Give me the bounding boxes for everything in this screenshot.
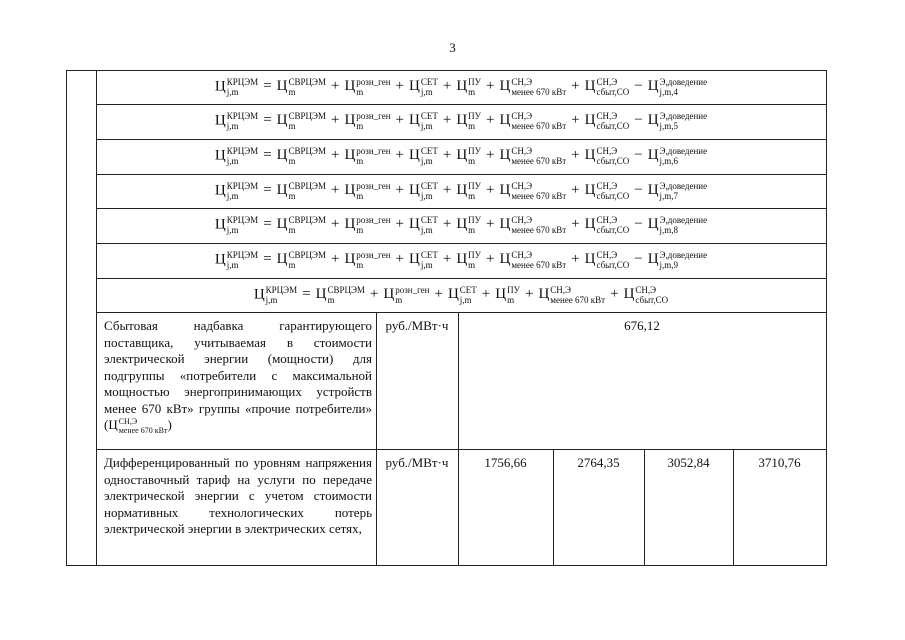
formula-term: Ц ПУ m — [495, 285, 520, 305]
formula-term: Ц розн_ген m — [344, 77, 391, 97]
formula-term: Ц СН,Э менее 670 кВт — [499, 77, 567, 97]
formula-term: Ц ПУ m — [456, 146, 482, 166]
page-number: 3 — [449, 40, 456, 55]
formula-term: Ц СН,Э сбыт,СО — [584, 215, 630, 235]
formula-term: Ц СЕТ j,m — [409, 215, 438, 235]
column-divider-value — [458, 312, 459, 566]
formula-term: Ц СН,Э сбыт,СО — [584, 250, 630, 270]
formula-term: Ц СЕТ j,m — [409, 146, 438, 166]
row-divider — [96, 139, 826, 140]
formula-term: Ц розн_ген m — [344, 111, 391, 131]
formula-term: Ц Э,доведение j,m,4 — [647, 77, 708, 97]
formula-term: Ц СН,Э сбыт,СО — [584, 146, 630, 166]
markup-unit: руб./МВт·ч — [385, 318, 449, 333]
formula-row: Ц КРЦЭМ j,m = Ц СВРЦЭМ m + Ц розн_ген m + Ц СЕТ j,m + Ц ПУ m + Ц СН,Э менее 670 кВт + Ц СН,Э сбыт,СО − Ц Э,доведение j,m,7 — [214, 181, 708, 201]
formula-term: Ц ПУ m — [456, 111, 482, 131]
formula-row: Ц КРЦЭМ j,m = Ц СВРЦЭМ m + Ц розн_ген m + Ц СЕТ j,m + Ц ПУ m + Ц СН,Э менее 670 кВт + Ц СН,Э сбыт,СО − Ц Э,доведение j,m,4 — [214, 77, 708, 97]
column-divider-unit — [376, 312, 377, 566]
row-divider — [96, 449, 826, 450]
row-divider — [96, 174, 826, 175]
row-divider — [96, 208, 826, 209]
tariff-value-sn1: 2764,35 — [577, 455, 620, 470]
formula-term: Ц СВРЦЭМ m — [276, 215, 326, 235]
formula-row: Ц КРЦЭМ j,m = Ц СВРЦЭМ m + Ц розн_ген m + Ц СЕТ j,m + Ц ПУ m + Ц СН,Э менее 670 кВт + Ц СН,Э сбыт,СО − Ц Э,доведение j,m,6 — [214, 146, 708, 166]
formula-term: Ц СН,Э сбыт,СО — [623, 285, 669, 305]
formula-term: Ц СН,Э менее 670 кВт — [499, 146, 567, 166]
tariff-value-nn: 3710,76 — [758, 455, 801, 470]
formula-term: Ц Э,доведение j,m,8 — [647, 215, 708, 235]
formula-term: Ц СВРЦЭМ m — [276, 250, 326, 270]
formula-term: Ц СН,Э менее 670 кВт — [499, 111, 567, 131]
formula-term: Ц СН,Э сбыт,СО — [584, 77, 630, 97]
formula-term: Ц СН,Э сбыт,СО — [584, 181, 630, 201]
markup-value: 676,12 — [624, 318, 660, 333]
formula-term: Ц СЕТ j,m — [447, 285, 477, 305]
formula-term: Ц розн_ген m — [344, 250, 391, 270]
formula-term: Ц СВРЦЭМ m — [276, 77, 326, 97]
formula-term: Ц СВРЦЭМ m — [276, 181, 326, 201]
tariff-value-sn2: 3052,84 — [667, 455, 710, 470]
formula-term: Ц Э,доведение j,m,9 — [647, 250, 708, 270]
tariff-unit: руб./МВт·ч — [385, 455, 449, 470]
formula-term: Ц СВРЦЭМ m — [315, 285, 365, 305]
markup-description: Сбытовая надбавка гарантирующего поставщика, учитываемая в стоимости электрической энергии (мощности) для подгруппы «потребители с максимальной мощностью энергопринимающих устройств менее 670 кВт» группы «прочие потребители» (Ц СН,Э менее 670 кВт ) — [104, 318, 372, 436]
formula-term: Ц Э,доведение j,m,5 — [647, 111, 708, 131]
formula-term: Ц СН,Э менее 670 кВт — [499, 215, 567, 235]
formula-row-last: Ц КРЦЭМ j,m = Ц СВРЦЭМ m + Ц розн_ген m + Ц СЕТ j,m + Ц ПУ m + Ц СН,Э менее 670 кВт + Ц СН,Э сбыт,СО — [253, 285, 669, 305]
table-border-bottom — [66, 565, 827, 566]
tariff-description: Дифференцированный по уровням напряжения одноставочный тариф на услуги по передаче электрической энергии с учетом стоимости нормативных технологических потерь электрической энергии в электрических сетях, — [104, 455, 372, 536]
formula-term: Ц СЕТ j,m — [409, 181, 438, 201]
formula-term: Ц розн_ген m — [383, 285, 430, 305]
formula-term: Ц СН,Э менее 670 кВт — [499, 181, 567, 201]
formula-row: Ц КРЦЭМ j,m = Ц СВРЦЭМ m + Ц розн_ген m + Ц СЕТ j,m + Ц ПУ m + Ц СН,Э менее 670 кВт + Ц СН,Э сбыт,СО − Ц Э,доведение j,m,9 — [214, 250, 708, 270]
formula-term: Ц ПУ m — [456, 181, 482, 201]
formula-term: Ц розн_ген m — [344, 181, 391, 201]
formula-term: Ц ПУ m — [456, 215, 482, 235]
formula-term: Ц СЕТ j,m — [409, 77, 438, 97]
formula-term: Ц СВРЦЭМ m — [276, 111, 326, 131]
formula-term: Ц СН,Э сбыт,СО — [584, 111, 630, 131]
formula-term: Ц розн_ген m — [344, 146, 391, 166]
row-divider — [96, 312, 826, 313]
formula-term: Ц СН,Э менее 670 кВт — [538, 285, 606, 305]
formula-term: Ц СВРЦЭМ m — [276, 146, 326, 166]
formula-term: Ц Э,доведение j,m,7 — [647, 181, 708, 201]
formula-row: Ц КРЦЭМ j,m = Ц СВРЦЭМ m + Ц розн_ген m + Ц СЕТ j,m + Ц ПУ m + Ц СН,Э менее 670 кВт + Ц СН,Э сбыт,СО − Ц Э,доведение j,m,5 — [214, 111, 708, 131]
formula-term: Ц СЕТ j,m — [409, 111, 438, 131]
row-divider — [96, 278, 826, 279]
formula-term: Ц СЕТ j,m — [409, 250, 438, 270]
row-divider — [96, 104, 826, 105]
table-border-left — [66, 70, 67, 566]
row-divider — [96, 243, 826, 244]
formula-term: Ц СН,Э менее 670 кВт — [499, 250, 567, 270]
formula-term: Ц ПУ m — [456, 77, 482, 97]
tariff-value-vn: 1756,66 — [484, 455, 527, 470]
formula-row: Ц КРЦЭМ j,m = Ц СВРЦЭМ m + Ц розн_ген m + Ц СЕТ j,m + Ц ПУ m + Ц СН,Э менее 670 кВт + Ц СН,Э сбыт,СО − Ц Э,доведение j,m,8 — [214, 215, 708, 235]
formula-term: Ц ПУ m — [456, 250, 482, 270]
table-border-right — [826, 70, 827, 566]
formula-term: Ц розн_ген m — [344, 215, 391, 235]
formula-term: Ц Э,доведение j,m,6 — [647, 146, 708, 166]
